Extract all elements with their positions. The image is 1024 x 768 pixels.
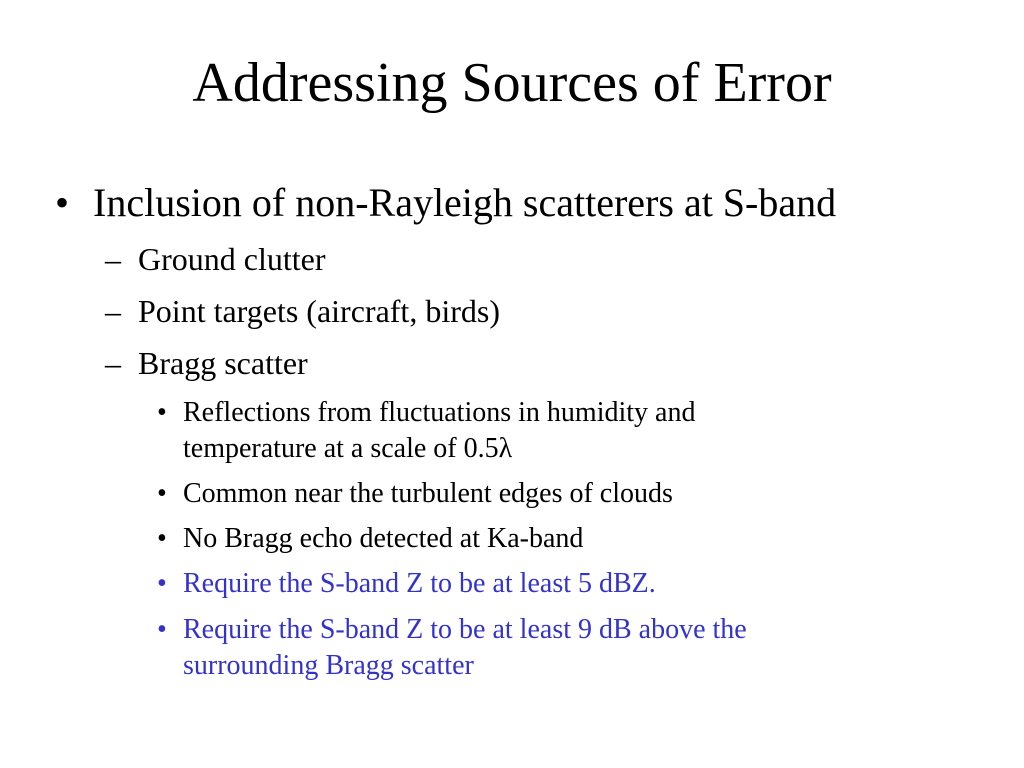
dash-marker: – xyxy=(105,345,121,381)
bullet-marker: • xyxy=(157,523,167,554)
bullet-marker: • xyxy=(55,180,70,225)
sub-sub-item-require-5dbz: Require the S-band Z to be at least 5 dBZ. xyxy=(183,568,656,599)
sub-sub-item-reflections-line2: temperature at a scale of 0.5λ xyxy=(183,433,513,464)
sub-item-point-targets: Point targets (aircraft, birds) xyxy=(138,293,500,329)
bullet-marker: • xyxy=(157,397,167,428)
sub-sub-item-no-bragg-echo: No Bragg echo detected at Ka-band xyxy=(183,523,584,554)
sub-item-bragg-scatter: Bragg scatter xyxy=(138,345,308,381)
bullet-item-non-rayleigh: Inclusion of non-Rayleigh scatterers at S-band xyxy=(93,180,837,225)
sub-sub-item-turbulent-edges: Common near the turbulent edges of clouds xyxy=(183,478,673,509)
dash-marker: – xyxy=(105,293,121,329)
bullet-marker: • xyxy=(157,568,167,599)
sub-sub-item-require-9db-line1: Require the S-band Z to be at least 9 dB above the xyxy=(183,614,747,645)
sub-item-ground-clutter: Ground clutter xyxy=(138,241,326,277)
sub-sub-item-reflections-line1: Reflections from fluctuations in humidity and xyxy=(183,397,696,428)
bullet-marker: • xyxy=(157,614,167,645)
sub-sub-item-require-9db-line2: surrounding Bragg scatter xyxy=(183,650,474,681)
slide-title: Addressing Sources of Error xyxy=(192,52,832,114)
bullet-marker: • xyxy=(157,478,167,509)
dash-marker: – xyxy=(105,241,121,277)
